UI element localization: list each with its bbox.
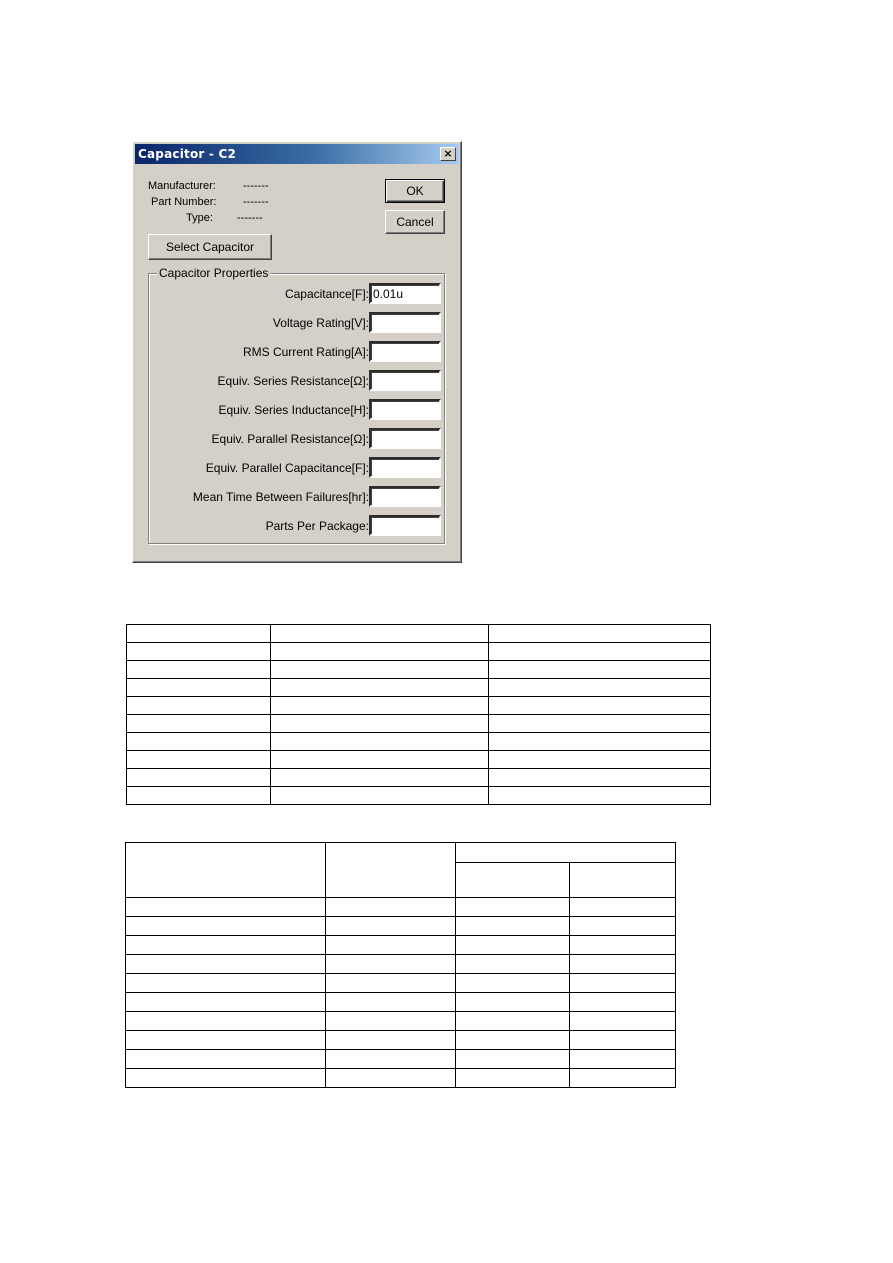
- epr-field[interactable]: [369, 428, 441, 449]
- property-row-epr: [149, 428, 444, 450]
- table-cell: [489, 751, 711, 769]
- table-row: [126, 936, 676, 955]
- property-row-esl: [149, 399, 444, 421]
- table-cell: [326, 1050, 456, 1069]
- mtbf-field[interactable]: [369, 486, 441, 507]
- table-cell: [489, 625, 711, 643]
- table-cell: [126, 1069, 326, 1088]
- table-cell: [570, 936, 676, 955]
- part-number-label: Part Number:: [151, 196, 217, 208]
- property-row-voltage-rating: [149, 312, 444, 334]
- type-value: -------: [237, 212, 263, 224]
- epc-label: Equiv. Parallel Capacitance[F]:: [205, 461, 369, 475]
- property-row-parts-per-package: [149, 515, 444, 537]
- voltage-rating-label: Voltage Rating[V]:: [272, 316, 369, 330]
- table-cell: [489, 697, 711, 715]
- type-label: Type:: [186, 212, 213, 224]
- table-cell: [456, 1012, 570, 1031]
- table-cell: [326, 898, 456, 917]
- table-cell: [126, 917, 326, 936]
- table-cell: [126, 1012, 326, 1031]
- table-cell: [271, 661, 489, 679]
- select-capacitor-button[interactable]: Select Capacitor: [148, 234, 272, 260]
- empty-table-1: [126, 624, 711, 805]
- epc-field[interactable]: [369, 457, 441, 478]
- table-subheader-cell: [570, 863, 676, 898]
- table-cell: [326, 1031, 456, 1050]
- table-cell: [456, 993, 570, 1012]
- table-cell: [127, 787, 271, 805]
- title-bar: [135, 144, 459, 164]
- property-row-mtbf: [149, 486, 444, 508]
- table-row: [127, 643, 711, 661]
- table-cell: [126, 993, 326, 1012]
- table-cell: [489, 715, 711, 733]
- property-row-esr: [149, 370, 444, 392]
- table-cell: [271, 697, 489, 715]
- table-cell: [570, 1031, 676, 1050]
- table-cell: [271, 733, 489, 751]
- capacitance-label: Capacitance[F]:: [284, 287, 369, 301]
- manufacturer-label: Manufacturer:: [148, 180, 216, 192]
- table-row: [126, 898, 676, 917]
- table-subheader-cell: [456, 863, 570, 898]
- table-row: [127, 679, 711, 697]
- property-row-capacitance: [149, 283, 444, 305]
- table-header-group-cell: [456, 843, 676, 863]
- table-cell: [570, 1012, 676, 1031]
- table-row: [127, 625, 711, 643]
- table-cell: [489, 643, 711, 661]
- epr-label: Equiv. Parallel Resistance[Ω]:: [211, 432, 369, 446]
- table-cell: [127, 733, 271, 751]
- table-cell: [271, 679, 489, 697]
- table-cell: [271, 769, 489, 787]
- voltage-rating-field[interactable]: [369, 312, 441, 333]
- table-row: [126, 917, 676, 936]
- table-row: [126, 955, 676, 974]
- table-cell: [127, 643, 271, 661]
- table-cell: [126, 974, 326, 993]
- close-icon[interactable]: ×: [440, 147, 456, 161]
- table-cell: [127, 625, 271, 643]
- table-cell: [489, 733, 711, 751]
- property-row-rms-current: [149, 341, 444, 363]
- table-row: [127, 697, 711, 715]
- table-cell: [456, 936, 570, 955]
- table-cell: [126, 1031, 326, 1050]
- table-cell: [570, 898, 676, 917]
- table-cell: [326, 1069, 456, 1088]
- table-cell: [271, 751, 489, 769]
- parts-per-package-field[interactable]: [369, 515, 441, 536]
- table-cell: [127, 697, 271, 715]
- table-cell: [271, 787, 489, 805]
- table-cell: [570, 955, 676, 974]
- cancel-button[interactable]: Cancel: [385, 210, 445, 234]
- table-cell: [126, 898, 326, 917]
- group-legend: Capacitor Properties: [159, 266, 269, 280]
- table-cell: [456, 1031, 570, 1050]
- capacitance-field[interactable]: [369, 283, 441, 304]
- table-cell: [570, 917, 676, 936]
- ok-button[interactable]: OK: [385, 179, 445, 203]
- capacitor-dialog: [132, 141, 462, 563]
- table-header-cell: [326, 843, 456, 898]
- table-header-cell: [126, 843, 326, 898]
- capacitor-properties-group: [148, 266, 445, 544]
- table-row: [127, 715, 711, 733]
- table-row: [127, 751, 711, 769]
- table-cell: [326, 955, 456, 974]
- table-row: [127, 769, 711, 787]
- table-cell: [489, 661, 711, 679]
- table-cell: [570, 1069, 676, 1088]
- table-cell: [489, 787, 711, 805]
- mtbf-label: Mean Time Between Failures[hr]:: [192, 490, 369, 504]
- esr-field[interactable]: [369, 370, 441, 391]
- table-row: [126, 974, 676, 993]
- part-number-row: [133, 196, 333, 210]
- table-cell: [570, 1050, 676, 1069]
- table-cell: [326, 993, 456, 1012]
- table-row: [126, 1012, 676, 1031]
- table-row: [127, 733, 711, 751]
- rms-current-label: RMS Current Rating[A]:: [242, 345, 369, 359]
- property-row-epc: [149, 457, 444, 479]
- esl-label: Equiv. Series Inductance[H]:: [218, 403, 369, 417]
- type-row: [133, 212, 333, 226]
- table-cell: [126, 936, 326, 955]
- esl-field[interactable]: [369, 399, 441, 420]
- table-cell: [127, 679, 271, 697]
- table-cell: [570, 993, 676, 1012]
- table-cell: [570, 974, 676, 993]
- table-cell: [489, 769, 711, 787]
- table-cell: [126, 955, 326, 974]
- table-cell: [126, 1050, 326, 1069]
- table-cell: [489, 679, 711, 697]
- table-row: [126, 993, 676, 1012]
- table-cell: [326, 917, 456, 936]
- table-cell: [456, 898, 570, 917]
- table-cell: [456, 1069, 570, 1088]
- table-cell: [456, 1050, 570, 1069]
- part-number-value: -------: [243, 196, 269, 208]
- table-row: [126, 1069, 676, 1088]
- manufacturer-row: [133, 180, 333, 194]
- table-cell: [127, 751, 271, 769]
- parts-per-package-label: Parts Per Package:: [265, 519, 369, 533]
- table-cell: [326, 1012, 456, 1031]
- table-cell: [127, 661, 271, 679]
- table-row: [126, 1031, 676, 1050]
- table-row: [126, 1050, 676, 1069]
- table-cell: [127, 715, 271, 733]
- dialog-title: Capacitor - C2: [138, 147, 237, 161]
- table-cell: [271, 715, 489, 733]
- table-cell: [127, 769, 271, 787]
- table-row: [127, 787, 711, 805]
- empty-table-2: [125, 842, 676, 1088]
- table-cell: [326, 974, 456, 993]
- table-header-row: [126, 843, 676, 863]
- table-cell: [456, 974, 570, 993]
- esr-label: Equiv. Series Resistance[Ω]:: [217, 374, 369, 388]
- manufacturer-value: -------: [243, 180, 269, 192]
- table-cell: [456, 955, 570, 974]
- table-cell: [271, 625, 489, 643]
- table-cell: [271, 643, 489, 661]
- table-cell: [456, 917, 570, 936]
- table-row: [127, 661, 711, 679]
- table-cell: [326, 936, 456, 955]
- rms-current-field[interactable]: [369, 341, 441, 362]
